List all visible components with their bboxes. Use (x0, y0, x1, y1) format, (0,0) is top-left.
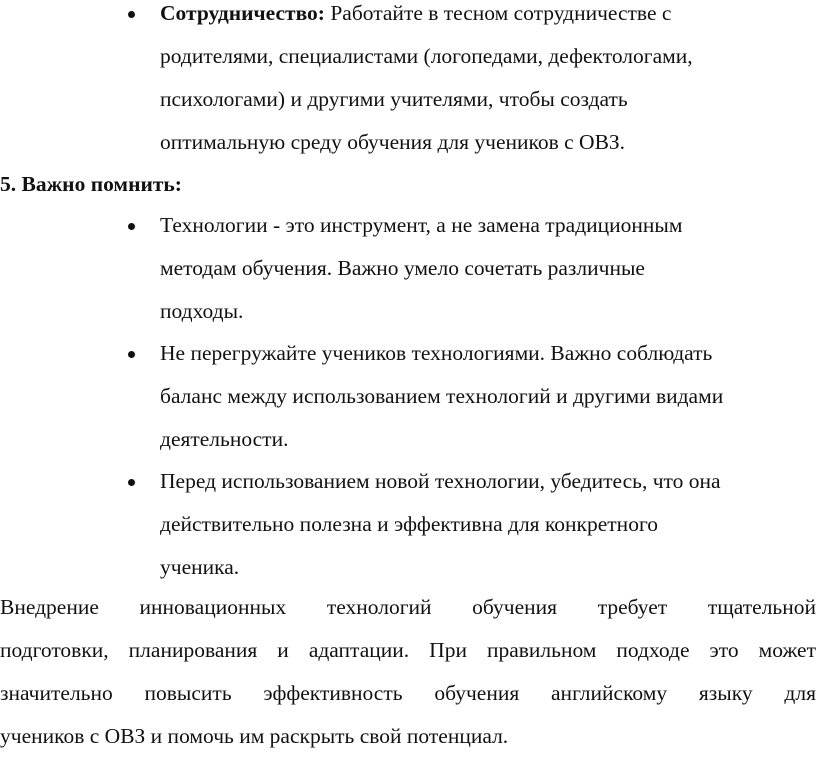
bullet-line (160, 3, 671, 25)
bullet-marker (128, 351, 135, 358)
bullet-text: Не перегружайте учеников технологиями. Важно соблюдать (160, 341, 713, 365)
bullet-text: деятельности. (160, 427, 289, 451)
section-heading: 5. Важно помнить: (0, 172, 182, 196)
bullet-text: баланс между использованием технологий и другими видами (160, 384, 724, 408)
bullet-marker (128, 11, 135, 18)
bullet-marker (128, 479, 135, 486)
bullet-marker (128, 223, 135, 230)
bullet-text: Перед использованием новой технологии, убедитесь, что она (160, 469, 721, 493)
bullet-text: ученика. (160, 555, 240, 579)
bullet-text: психологами) и другими учителями, чтобы создать (160, 87, 628, 111)
bullet-text: Технологии - это инструмент, а не замена традиционным (160, 213, 683, 237)
bullet-text: родителями, специалистами (логопедами, дефектологами, (160, 44, 693, 68)
bullet-text: действительно полезна и эффективна для конкретного (160, 512, 658, 536)
bullet-text: методам обучения. Важно умело сочетать различные (160, 256, 645, 280)
paragraph-line: Внедрение инновационных технологий обучения требует тщательной (0, 595, 816, 619)
bullet-text: подходы. (160, 299, 244, 323)
bullet-title: Сотрудничество: (160, 1, 325, 25)
bullet-text: Работайте в тесном сотрудничестве с (324, 1, 672, 25)
paragraph-line: значительно повысить эффективность обучения английскому языку для (0, 681, 816, 705)
bullet-text: оптимальную среду обучения для учеников с ОВЗ. (160, 130, 626, 154)
paragraph-line: учеников с ОВЗ и помочь им раскрыть свой потенциал. (0, 724, 509, 748)
paragraph-line: подготовки, планирования и адаптации. При правильном подходе это может (0, 638, 816, 662)
